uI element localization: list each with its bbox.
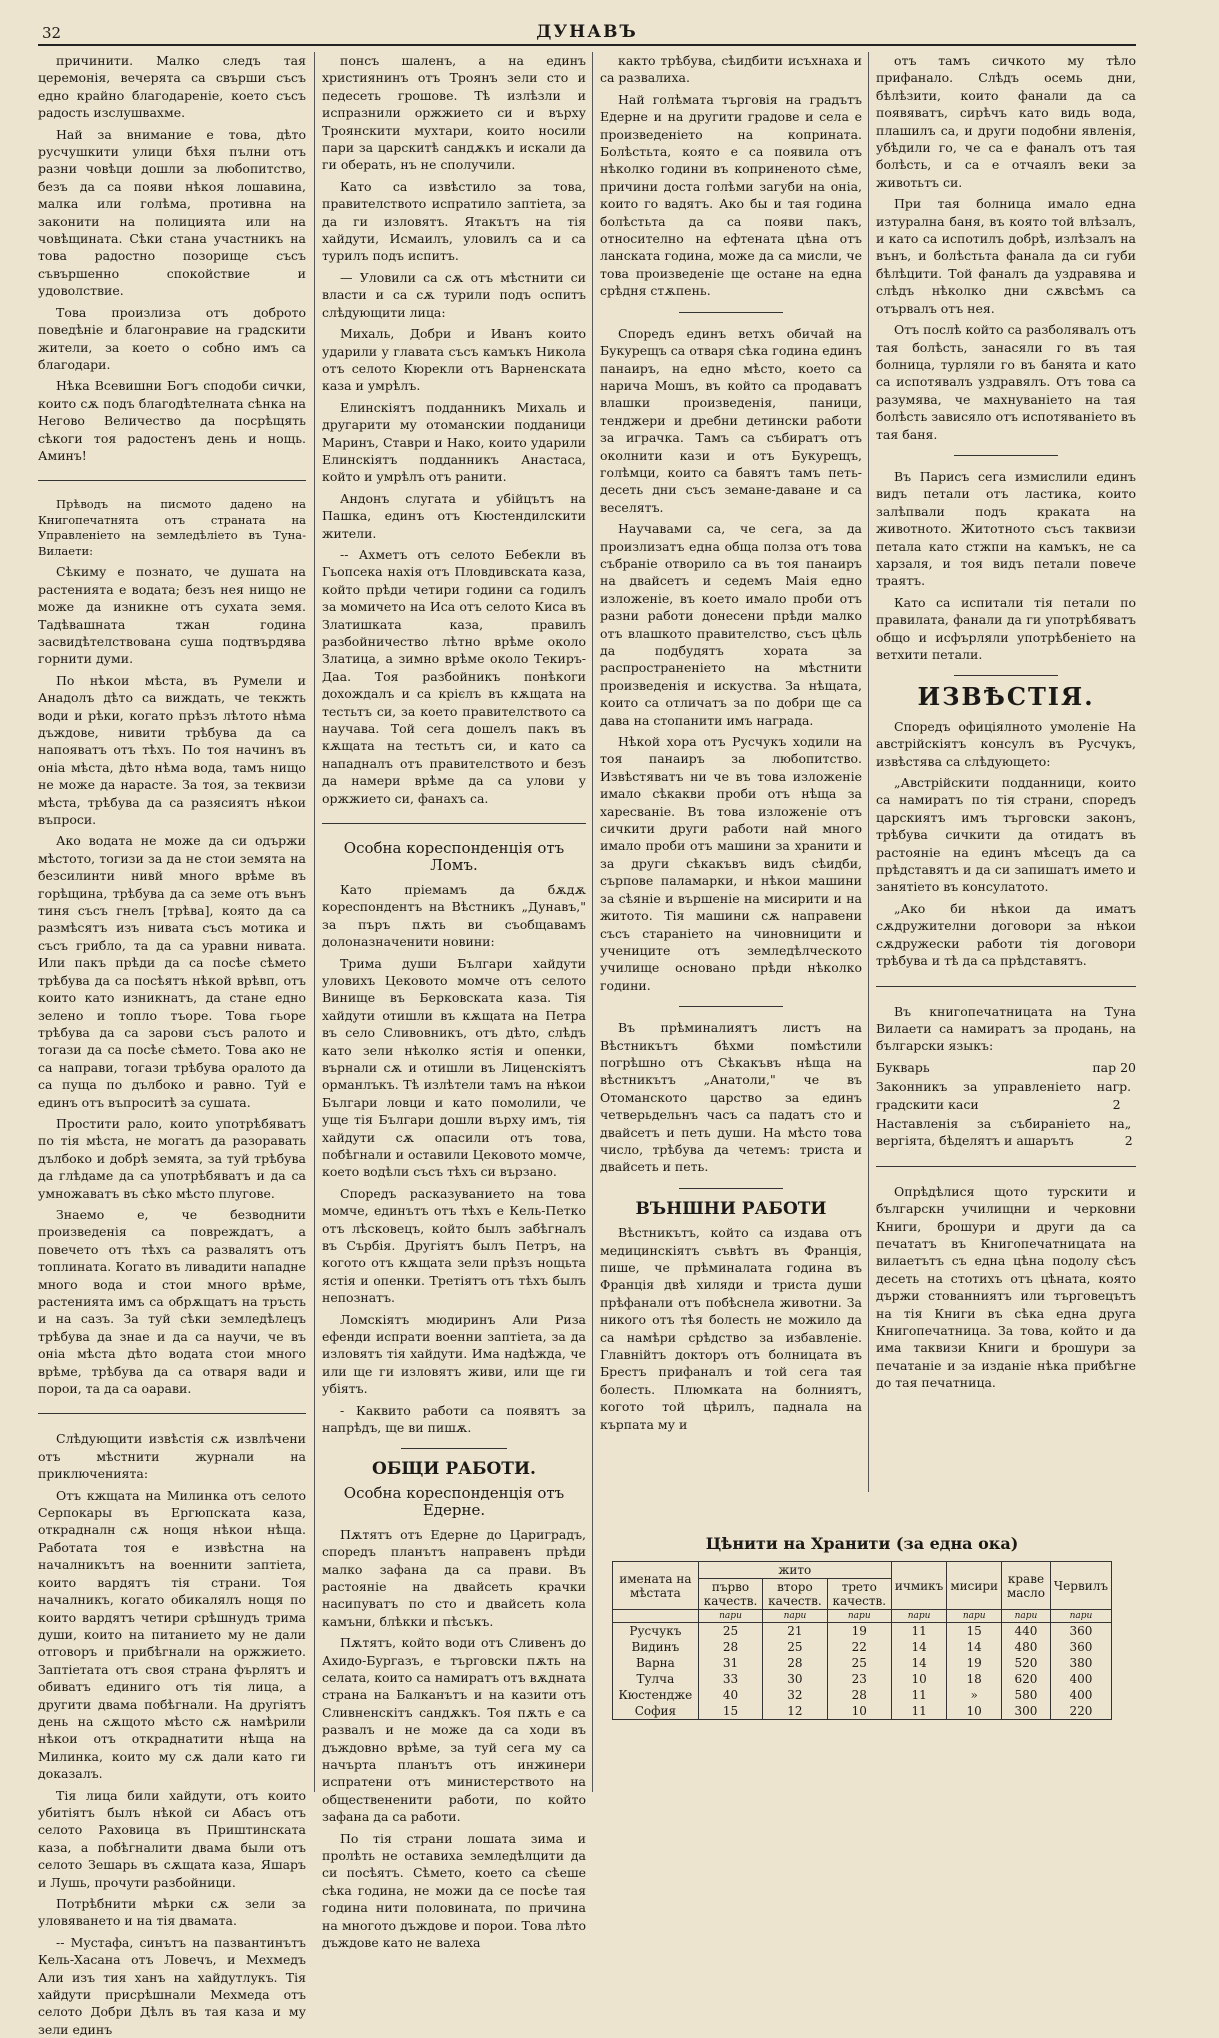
value-cell: 40 <box>698 1687 763 1703</box>
paragraph: Това произлиза отъ доброто поведѣніе и благонравие на градскити жители, за което о собно имъ са благодари. <box>38 304 306 372</box>
paragraph: По нѣкои мѣста, въ Румели и Анадолъ дѣто са виждать, че текжть води и рѣки, когато прѣзъ лѣтото нѣма дъждове, нивити трѣбува да са напояватъ отъ тѣхъ. По тоя начинъ въ оніа мѣста, дѣто нѣма вода, тамъ нищо не може да нарасте. За тоя, за теквизи мѣста, трѣбува да са разясиятъ нѣкои въпроси. <box>38 672 306 828</box>
value-cell: 12 <box>763 1703 827 1720</box>
separator <box>679 312 784 313</box>
value-cell: 380 <box>1050 1655 1111 1671</box>
page-number: 32 <box>42 24 62 42</box>
header-zhito: жито <box>698 1562 891 1579</box>
book-title: Букварь <box>876 1059 930 1075</box>
table-row <box>613 1671 1112 1687</box>
table-row <box>613 1655 1112 1671</box>
paragraph: Споредъ единъ ветхъ обичай на Букурещъ са отваря сѣка година единъ панаиръ, на едно мѣсто, което са нарича Мошъ, въ който са продаватъ влашки произведенія, паници, тенджери и дребни детински работи за играчка. Тамъ са събиратъ отъ околнити кази и отъ Букурещъ, голѣмци, които са бавятъ тамъ петь-десеть дни съсъ земане-даване и са веселятъ. <box>600 325 862 515</box>
running-title: ДУНАВЪ <box>536 22 638 42</box>
paragraph: Най голѣмата търговія на градътъ Едерне и на другити градове и села е произведеніето на коприната. Болѣстьта, която е са появила отъ нѣколко години въ коприненото сѣме, причини доста голѣми загуби на оніа, които го вадятъ. Ако бы и тая година болѣстьта да са появи пакъ, относително на ефтената цѣна отъ ланската година, може да са мисли, че това произведеніе ще остане на една срѣдня стѫпень. <box>600 91 862 299</box>
header-col: второ качеств. <box>763 1579 827 1610</box>
value-cell: 220 <box>1050 1703 1111 1720</box>
separator <box>876 986 1136 987</box>
paragraph: Ломскіятъ мюдиринъ Али Риза ефенди испрати военни заптіета, за да изловятъ тія хайдути. Има надѣжда, че или ще ги изловятъ живи, или ще ги убіятъ. <box>322 1311 586 1397</box>
paragraph: При тая болница имало една изтурална баня, въ която той влѣзалъ, и като са испотилъ добрѣ, излѣзалъ на вънъ, и болѣстьта фанала да си губи бѣлѣцити. Той фаналъ да уздравява и слѣдъ нѣколко дни сѫвсѣмъ са отървалъ отъ нея. <box>876 196 1136 316</box>
value-cell: 21 <box>763 1623 827 1640</box>
column-divider <box>592 52 593 1792</box>
unit-label: пари <box>1002 1610 1051 1623</box>
separator <box>876 1166 1136 1167</box>
paragraph: Вѣстникътъ, който са издава отъ медицинскіятъ съвѣтъ въ Франція, пише, че прѣминалата година въ Франція двѣ хиляди и триста души прѣфанали отъ побѣснела животни. За никого отъ тѣя болесть не можило да са намѣри срѣдство за избавленіе. Главнійтъ докторъ отъ болницата въ Брестъ прифаналъ и той сега тая болесть. Плюмката на болниятъ, когото той цѣрилъ, паднала на кърпата му и <box>600 1225 862 1432</box>
column-2 <box>322 52 586 1951</box>
section-heading: ВЪНШНИ РАБОТИ <box>635 1198 827 1219</box>
column-divider <box>314 52 315 1792</box>
paragraph: Потрѣбнити мѣрки сѫ зели за уловяването и на тія двамата. <box>38 1896 306 1929</box>
unit-label: пари <box>698 1610 763 1623</box>
table-row <box>613 1623 1112 1640</box>
paragraph: както трѣбува, сѣидбити исъхнаха и са развалиха. <box>600 53 862 86</box>
paragraph: Нѣкой хора отъ Русчукъ ходили на тоя панаиръ за любопитство. Извѣстяватъ ни че въ това изложеніе имало сѣкакви проби отъ нѣща за харесваніе. Въ това изложеніе отъ сичкити други работи най много имало проби отъ машини за хранити и за други сѣкакъвъ видъ сѣидби, сърпове паламарки, и нѣкои машини за сѣяніе и вършеніе на мисирити и на житото. Тія машини сѫ направени съсъ стараніето на чиновницити и учениците отъ земледѣлческото училище основано прѣди нѣколко години. <box>600 734 862 993</box>
paragraph: „Австрійскити подданници, които са намиратъ по тія страни, споредъ царскиятъ имъ търговски законъ, трѣбува сичкити да отидатъ въ растояніе на единъ мѣсецъ да са прѣдставятъ и да си запишатъ името и занятіето въ консулатото. <box>876 775 1136 895</box>
book-title: Законникъ за управленіето на градскити каси <box>876 1079 1113 1112</box>
paragraph: Въ Парисъ сега измислили единъ видъ петали отъ ластика, които залѣпвали подъ краката на животното. Житотното съсъ таквизи петала като стжпи на камъкъ, не са харзаля, и тоя видъ петали повече траятъ. <box>876 468 1136 589</box>
section-subheading: Особна кореспонденція отъ Едерне. <box>343 1483 565 1520</box>
unit-label: пари <box>763 1610 827 1623</box>
book-price: „ 2 <box>1124 1115 1133 1149</box>
place-cell: София <box>613 1703 699 1720</box>
column-4 <box>876 52 1136 1492</box>
value-cell: 22 <box>827 1639 891 1655</box>
paragraph: Отъ послѣ който са разболявалъ отъ тая болѣсть, занасяли го въ тая болница, турляли го въ банята и като са испотявалъ уздравялъ. Отъ това са разумява, че махнуваніето на тая болѣсть зависяло отъ испотяваніето въ тая баня. <box>876 322 1136 442</box>
value-cell: 11 <box>891 1687 946 1703</box>
value-cell: 520 <box>1002 1655 1051 1671</box>
value-cell: 400 <box>1050 1687 1111 1703</box>
value-cell: 28 <box>763 1655 827 1671</box>
paragraph: отъ тамъ сичкото му тѣло прифанало. Слѣдъ осемь дни, бѣлѣзити, които фанали да са появяватъ, сирѣчъ като видь вода, плашилъ са, и други подобни явленія, убѣдили го, че са е фаналъ отъ тая болѣсть, и са е отчаялъ веки за животьтъ си. <box>876 53 1136 190</box>
separator <box>38 1413 306 1414</box>
header-col: трето качеств. <box>827 1579 891 1610</box>
place-cell: Русчукъ <box>613 1623 699 1640</box>
paragraph: Нѣка Всевишни Богъ сподоби сички, които сѫ подъ благодѣтелната сѣнка на Негово Величество да посрѣщять сѣкоги тоя радостенъ день и нощь. Аминъ! <box>38 378 306 463</box>
value-cell: 28 <box>827 1687 891 1703</box>
header-col: мисири <box>947 1562 1002 1610</box>
value-cell: 10 <box>827 1703 891 1720</box>
value-cell: 11 <box>891 1703 946 1720</box>
place-cell: Видинъ <box>613 1639 699 1655</box>
paragraph: -- Мустафа, синътъ на пазвантинътъ Кель-Хасана отъ Ловечъ, и Мехмедъ Али изъ тия ханъ на хайдутлукъ. Тія хайдути присрѣшнали Мехмеда отъ селото Добри Дѣлъ въ тая каза и му зели единъ <box>38 1934 306 2037</box>
paragraph: -- Ахметъ отъ селото Бебекли въ Гьопсека нахія отъ Пловдивската каза, който прѣди четири години са годилъ за момичето на Иса отъ селото Киса въ Златишката каза, правилъ разбойничество лѣтно врѣме около Златица, а зимно врѣме около Текиръ-Даа. Тоя разбойникъ понѣкоги дохождалъ и са крієлъ въ кѫщата на тестьтъ си, за което правителството са научава. Той сега дошелъ пакъ въ кѫщата на тестьтъ си, и като са нападналъ отъ правителството и безъ да намери врѣме да са улови у оржжието си, фанахъ са. <box>322 546 586 806</box>
paragraph: Трима души Българи хайдути уловихъ Цековото момче отъ селото Винище въ Берковската каза. Тія хайдути отишли въ кѫщата на Петра въ село Сливовникъ, отъ дѣто, слѣдъ като зели нѣколко ястія и опенки, върнали сѫ и отишли въ Лиценскіятъ орманлъкъ. Тѣ излѣтели тамъ на нѣкои Българи ловци и като помолили, че уще тія Българи дошли върху имъ, тія хайдути сѫ опасили отъ това, побѣгнали и оставили Цековото момче, което водѣли съсъ тѣхъ си вързано. <box>322 955 586 1180</box>
table-row <box>613 1703 1112 1720</box>
place-cell: Варна <box>613 1655 699 1671</box>
unit-blank <box>613 1610 699 1623</box>
header-col: краве масло <box>1002 1562 1051 1610</box>
value-cell: » <box>947 1687 1002 1703</box>
unit-label: пари <box>1050 1610 1111 1623</box>
books-intro: Въ книгопечатницата на Туна Вилаети са намиратъ за продань, на български языкъ: <box>876 1003 1136 1054</box>
paragraph: Най за внимание е това, дѣто русчушкити улици бѣхя пълни отъ разни човѣци дошли за любопитство, безъ да са появи нѣкоя лошавина, малка или голѣма, противна на законити на полицията или на човѣщината. Сѣки стана участникъ на това радостно позорище съсъ съвършенно спокойствие и удоволствие. <box>38 126 306 299</box>
paragraph: Пѫтятъ, който води отъ Сливенъ до Ахидо-Бургазъ, е търговски пѫть на селата, които са намиратъ отъ вѫдната страна на Балканътъ и на казити отъ Сливненскітъ сандѫкъ. Тоя пѫть е са развалъ и не може да са ходи въ дъждовно врѣме, за туй сега му са начърта планътъ отъ инжинери испратени отъ министерството на обществененити работи, по който зафана да са работи. <box>322 1635 586 1825</box>
paragraph: — Уловили са сѫ отъ мѣстнити си власти и са сѫ турили подъ оспитъ слѣдующити лица: <box>322 269 586 320</box>
header-col: ичмикъ <box>891 1562 946 1610</box>
column-divider <box>868 52 869 1492</box>
table-row <box>613 1687 1112 1703</box>
column-1 <box>38 52 306 2037</box>
value-cell: 19 <box>947 1655 1002 1671</box>
value-cell: 300 <box>1002 1703 1051 1720</box>
place-cell: Кюстендже <box>613 1687 699 1703</box>
paragraph: Споредъ расказуванието на това момче, единътъ отъ тѣхъ е Кель-Петко отъ лѣсковецъ, който былъ забѣгналъ въ Сърбія. Другіятъ былъ Петръ, на когото отъ кѫщата зели прѣзъ нощьта ястія и опенки. Третіятъ отъ тѣхъ былъ непознатъ. <box>322 1185 586 1306</box>
paragraph: Пѫтятъ отъ Едерне до Цариградъ, споредъ планътъ направенъ прѣди малко зафана да са прави. Въ растояніе на двайсеть крачки насипуватъ по сто и двайсеть кола камъни, блѣкки и пѣсъкъ. <box>322 1526 586 1629</box>
paragraph: По тія страни лошата зима и пролѣть не оставиха земледѣлцити да си посѣятъ. Сѣмето, което са сѣеше сѣка година, не можи да се посѣе тая година нити половината, по причина на многото дъждове и порои. Това лѣто дъждове като не валеха <box>322 1830 586 1951</box>
value-cell: 11 <box>891 1623 946 1640</box>
section-heading: ОБЩИ РАБОТИ. <box>372 1459 536 1480</box>
value-cell: 25 <box>827 1655 891 1671</box>
book-item <box>876 1078 1136 1113</box>
book-item <box>876 1059 1136 1076</box>
paragraph: Тія лица били хайдути, отъ които убитіятъ былъ нѣкой си Абасъ отъ селото Раховица въ Приштинската каза, а побѣгналити двама были отъ селото Зешарь въ сѫщата каза, Яшаръ и Лушь, прочути разбойници. <box>38 1787 306 1890</box>
paragraph: Споредъ офиціялното умоленіе На австрійскіятъ консулъ въ Русчукъ, извѣстява са слѣдующето: <box>876 718 1136 769</box>
value-cell: 30 <box>763 1671 827 1687</box>
paragraph: Ако водата не може да си одържи мѣстото, тогизи за да не стои земята на безсилинти нивй много врѣме въ горѣщина, трѣбува да са земе отъ вънъ тиня съсъ гнелъ [трѣва], която да са размѣсятъ изъ нивата съсъ мотика и съсъ грибло, та да са уравни нивата. Или пакъ прѣди да са посѣе сѣмето трѣбува да са посѣятъ нѣкой врѣвп, отъ които като изникнатъ, да стане едно зелено и топло тъоре. Това гьоре трѣбува да са зарови съсъ ралото и тогази да са посѣе сѣмето. Това ако не са направи, тогази трѣбува оралото да са пуща по дълбоко и равно. Туй е единъ отъ въпроситѣ за сушата. <box>38 833 306 1110</box>
price-table <box>612 1561 1112 1720</box>
section-heading: Особна кореспонденція отъ Ломъ. <box>343 839 565 875</box>
paragraph: Знаемо е, че безводнити произведенія са повреждатъ, а повечето отъ тѣхъ са развалятъ отъ топлината. Когато въ ливадити нападне много вода и стои много врѣме, растенията имъ са обрѫщатъ на тръсть и на сазъ. За туй сѣки земледѣлецъ трѣбува да знае и да са научи, че въ оніа мѣста дѣто водата стои много врѣме, трѣбува да са отваря вади и порои, та да са оарави. <box>38 1206 306 1397</box>
book-price: гр. 2 <box>1112 1079 1132 1112</box>
paragraph: Отъ кжщата на Милинка отъ селото Серпокары въ Ергюпската каза, открадналн сѫ нощя нѣкои нѣща. Работата тоя е извѣстна на началникътъ на военнити заптіета, които вардятъ тія страни. Тоя началникъ, когато обикалялъ нощя по които вардятъ четири срѣшнудъ трима души, които на питанието му не дали отговоръ и прибѣгнали на оржжието. Заптіетата отъ своя страна фърлятъ и обиватъ единиго отъ тія лица, а другити двама побѣгнали. На другіятъ день на сѫщото мѣсто сѫ намѣрили нѣкои отъ откраднатити нѣща на Милинка, които му сѫ дали като ги доказалъ. <box>38 1487 306 1782</box>
paragraph: Андонъ слугата и убійцътъ на Пашка, единъ отъ Кюстендилскити жители. <box>322 490 586 541</box>
book-price: пар 20 <box>1092 1059 1136 1075</box>
separator <box>322 823 586 824</box>
page-header <box>38 22 1136 44</box>
paragraph: Опрѣдѣлися щото турскити и българскн училищни и черковни Книги, брошури и други да са печататъ въ Книгопечатницата на вилаетътъ съ една цѣна подолу сѣсъ десеть на стотихъ отъ цѣната, която държи стованниятъ или търговецътъ на тія Книги въ сѣка една друга Книгопечатница. За това, който и да има таквизи Книги и брошури за печатаніе и за изданіе нѣка прибѣгне до тая печатница. <box>876 1183 1136 1391</box>
unit-label: пари <box>827 1610 891 1623</box>
section-heading: ИЗВѢСТІЯ. <box>917 682 1095 712</box>
price-table-title: Цѣнити на Хранити (за една ока) <box>705 1534 1019 1553</box>
value-cell: 10 <box>891 1671 946 1687</box>
value-cell: 19 <box>827 1623 891 1640</box>
paragraph: Като са извѣстило за това, правителството испратило заптіета, за да ги изловятъ. Ятакътъ на тія хайдути, Исмаилъ, уловилъ са и са турилъ подъ испитъ. <box>322 178 586 264</box>
header-place: имената на мѣстата <box>613 1562 699 1610</box>
paragraph: - Каквито работи са появятъ за напрѣдъ, ще ви пишѫ. <box>322 1402 586 1436</box>
paragraph: понсъ шаленъ, а на единъ християнинъ отъ Троянъ зели сто и педесеть грошове. Тѣ излѣзли и испразнили оржжието си и върху Троянскити мухтари, които носили пари за царскитѣ сандѫкъ и искали да ги оберать, нъ не сполучили. <box>322 53 586 173</box>
value-cell: 32 <box>763 1687 827 1703</box>
value-cell: 14 <box>891 1639 946 1655</box>
paragraph: причинити. Малко следъ тая церемонія, вечерята са свърши съсъ едно крайно благодареніе, което съсъ радость изслушвахме. <box>38 53 306 121</box>
value-cell: 31 <box>698 1655 763 1671</box>
paragraph: Елинскіятъ подданникъ Михаль и другарити му отоманскии подданици Маринъ, Ставри и Нако, които ударили Елинскіятъ подданникъ Анастаса, който и умрѣлъ отъ ранити. <box>322 399 586 485</box>
price-table-block <box>612 1530 1112 1720</box>
value-cell: 25 <box>763 1639 827 1655</box>
book-title: Наставленія за събираніето на вергіята, бѣделятъ и ашарътъ <box>876 1115 1125 1149</box>
unit-label: пари <box>891 1610 946 1623</box>
value-cell: 400 <box>1050 1671 1111 1687</box>
value-cell: 25 <box>698 1623 763 1640</box>
separator <box>401 1448 507 1449</box>
paragraph: Като пріемамъ да бѫдѫ кореспондентъ на Вѣстникъ „Дунавъ," за пъръ пѫть ви съобщавамъ долоназначенити новини: <box>322 881 586 950</box>
value-cell: 580 <box>1002 1687 1051 1703</box>
separator <box>954 675 1058 676</box>
value-cell: 10 <box>947 1703 1002 1720</box>
value-cell: 33 <box>698 1671 763 1687</box>
value-cell: 23 <box>827 1671 891 1687</box>
unit-label: пари <box>947 1610 1002 1623</box>
paragraph: Въ прѣминалиятъ листъ на Вѣстникътъ бѣхми помѣстили погрѣшно отъ Сѣкакъвъ нѣща на вѣстникътъ „Анатоли," че въ Отоманското царство за единъ четвеpьдельнъ часъ са падатъ сто и двайсетъ и петь души. На мѣсто това число, трѣбува да четемъ: триста и двайсеть и петь. <box>600 1020 862 1175</box>
header-rule <box>38 44 1136 46</box>
paragraph: Простити рало, които употрѣбяватъ по тія мѣста, не могатъ да разоравать дълбоко и добрѣ земята, за туй трѣбува да глѣдаме да са употрѣбяватъ и да са умножаватъ въ сѣко мѣсто плугове. <box>38 1115 306 1201</box>
place-cell: Тулча <box>613 1671 699 1687</box>
value-cell: 14 <box>891 1655 946 1671</box>
price-table-body <box>613 1623 1112 1720</box>
value-cell: 620 <box>1002 1671 1051 1687</box>
header-col: първо качеств. <box>698 1579 763 1610</box>
value-cell: 28 <box>698 1639 763 1655</box>
value-cell: 440 <box>1002 1623 1051 1640</box>
value-cell: 18 <box>947 1671 1002 1687</box>
value-cell: 480 <box>1002 1639 1051 1655</box>
paragraph: Слѣдующити извѣстія сѫ извлѣчени отъ мѣстнити журнали на приключенията: <box>38 1431 306 1482</box>
book-item <box>876 1115 1136 1150</box>
table-row <box>613 1639 1112 1655</box>
separator <box>954 455 1058 456</box>
paragraph: Научавами са, че сега, за да произлизатъ една обща полза отъ това събраніе отворило са въ тоя панаиръ на двайсетъ и седемъ Маія едно изложеніе, въ което имало проби отъ разни работи донесени прѣди малко отъ влашкото правителство, съсъ цѣль да подбудятъ хората за распространеніето на мѣстнити произведенія и искуства. За нѣщата, които са отличатъ за по добри ще са дава на стопанити имъ награда. <box>600 521 862 728</box>
header-col: Червилъ <box>1050 1562 1111 1610</box>
column-3 <box>600 52 862 1462</box>
value-cell: 15 <box>947 1623 1002 1640</box>
notice-intro: Прѣводъ на писмото дадено на Книгопечатнята отъ страната на Управленіето на земледѣліето въ Туна-Вилаети: <box>38 497 306 558</box>
separator <box>679 1006 784 1007</box>
paragraph: Сѣкиму е познато, че душата на растенията е водата; безъ нея нищо не може да изникне отъ сухата земя. Тадѣвашната тжан година засвидѣтелствована суша подтвърдява горнити думи. <box>38 564 306 667</box>
separator <box>38 480 306 481</box>
paragraph: „Ако би нѣкои да иматъ сѫдружителни договори за нѣкои сѫдружески работи тія договори трѣбува и тѣ да са прѣдставятъ. <box>876 900 1136 969</box>
value-cell: 14 <box>947 1639 1002 1655</box>
paragraph: Михаль, Добри и Иванъ които ударили у главата съсъ камъкъ Никола отъ селото Кюрекли отъ Варненската каза и умрѣлъ. <box>322 326 586 394</box>
value-cell: 360 <box>1050 1623 1111 1640</box>
value-cell: 15 <box>698 1703 763 1720</box>
value-cell: 360 <box>1050 1639 1111 1655</box>
separator <box>679 1188 784 1189</box>
paragraph: Като са испитали тія петали по правилата, фанали да ги употрѣбяватъ общо и исфърляли употрѣбеніето на ветхити петали. <box>876 594 1136 662</box>
